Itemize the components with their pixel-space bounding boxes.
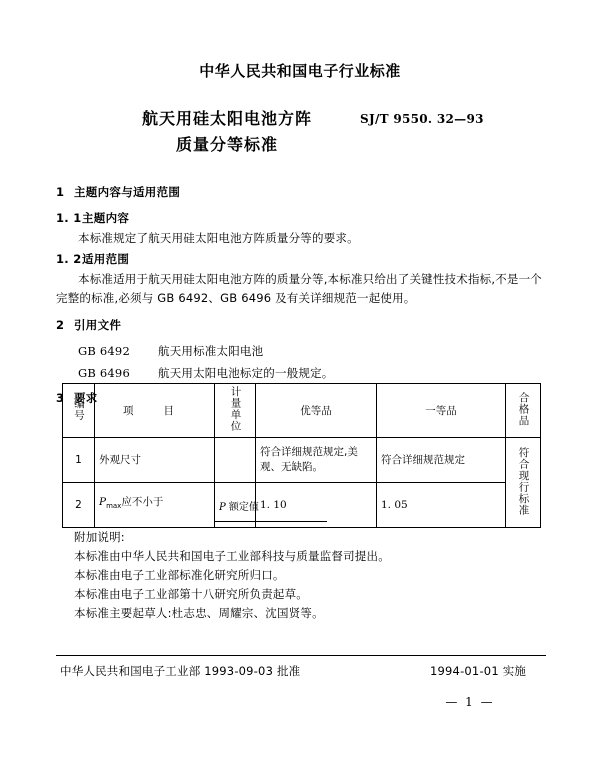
row1-item: 外观尺寸: [95, 438, 215, 483]
clause-3-title: 要求: [74, 391, 98, 405]
reference-title: 航天用太阳电池标定的一般规定。: [158, 366, 334, 380]
clause-1-1-title: 主题内容: [82, 211, 130, 225]
table-header-excellent-label: 优等品: [300, 405, 332, 417]
clause-1-heading: [56, 183, 548, 202]
table-header-qualified: [506, 384, 541, 438]
clause-1-number: 1: [56, 185, 65, 199]
row2-item-symbol: P: [99, 496, 107, 509]
row2-unit-symbol: P: [219, 501, 226, 513]
clause-1-1-body: 本标准规定了航天用硅太阳电池方阵质量分等的要求。: [78, 231, 359, 245]
page-number: — 1 —: [445, 695, 495, 709]
clause-1-1-number: 1. 1: [56, 211, 82, 225]
table-header-row: [63, 384, 541, 438]
notes-heading: 附加说明:: [74, 530, 125, 544]
row1-no: 1: [63, 438, 95, 483]
clause-1-2-body: 本标准适用于航天用硅太阳电池方阵的质量分等,本标准只给出了关键性技术指标,不是一个完整的标准,必须与 GB 6492、GB 6496 及有关详细规范一起使用。: [56, 272, 543, 305]
notes-line-4: 本标准主要起草人:杜志忠、周耀宗、沈国贤等。: [74, 606, 324, 620]
table-header-excellent: [256, 384, 377, 438]
footer-divider: [56, 655, 546, 656]
row1-excellent: 符合详细规范规定,美观、无缺陷。: [256, 438, 377, 483]
reference-code: GB 6492: [78, 344, 130, 358]
document-title: [62, 106, 392, 158]
table-header-unit: [215, 384, 256, 438]
title-block: [0, 106, 600, 158]
table-header-no-label: 编号: [73, 397, 85, 421]
clause-2-heading: [56, 316, 548, 335]
clause-2-title: 引用文件: [74, 318, 122, 332]
body-content: [56, 183, 548, 415]
row2-item: [95, 483, 215, 528]
row2-unit-text: 额定值: [228, 501, 259, 513]
table-header-unit-label: 计量单位: [229, 386, 242, 432]
reference-code: GB 6496: [78, 366, 130, 380]
table-header-qualified-label: 合格品: [517, 391, 530, 427]
row1-first-class: 符合详细规范规定: [377, 438, 506, 483]
clause-3-number: 3: [56, 391, 65, 405]
row2-first-class: 1. 05: [377, 483, 506, 528]
notes-line-3: 本标准由电子工业部第十八研究所负责起草。: [74, 587, 308, 601]
table-header-item-label: 项目: [123, 405, 204, 417]
approval-statement: 中华人民共和国电子工业部 1993-09-03 批准: [60, 664, 301, 678]
document-title-line2: 质量分等标准: [175, 135, 278, 154]
row2-no: 2: [63, 483, 95, 528]
row1-unit: [215, 438, 256, 483]
implementation-date: 1994-01-01 实施: [430, 664, 527, 678]
notes-line-2: 本标准由电子工业部标准化研究所归口。: [74, 568, 285, 582]
reference-title: 航天用标准太阳电池: [158, 344, 264, 358]
clause-1-2-title: 适用范围: [82, 252, 130, 266]
clause-1-1-heading: [56, 209, 548, 228]
clause-1-title: 主题内容与适用范围: [74, 185, 181, 199]
reference-list: [56, 342, 548, 383]
requirements-table: [62, 383, 541, 528]
table-header-item: [95, 384, 215, 438]
row2-item-suffix: 应不小于: [121, 496, 164, 509]
table-row: [63, 438, 541, 483]
reference-item: [78, 342, 548, 361]
row2-item-subscript: max: [106, 502, 122, 511]
qualified-cell-label: 符合现行标准: [517, 446, 530, 516]
additional-notes: [74, 528, 544, 623]
table-header-first-class: [377, 384, 506, 438]
clause-1-2-number: 1. 2: [56, 252, 82, 266]
document-title-line1: 航天用硅太阳电池方阵: [141, 109, 312, 128]
standard-number: SJ/T 9550. 32—93: [360, 112, 484, 126]
section-divider: [215, 521, 327, 522]
issuing-organization: 中华人民共和国电子行业标准: [199, 62, 401, 80]
table-header-first-class-label: 一等品: [425, 405, 457, 417]
reference-item: [78, 364, 548, 383]
row2-excellent: 1. 10: [256, 483, 377, 528]
clause-2-number: 2: [56, 318, 65, 332]
qualified-cell: [506, 438, 541, 528]
notes-line-1: 本标准由中华人民共和国电子工业部科技与质量监督司提出。: [74, 549, 390, 563]
clause-1-2-heading: [56, 250, 548, 269]
table-header-no: [63, 384, 95, 438]
